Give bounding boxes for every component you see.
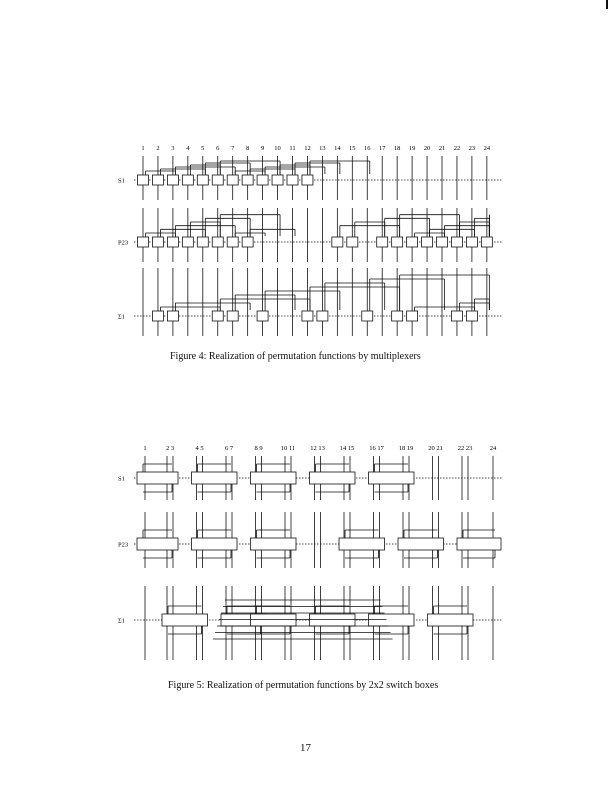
column-label: 14 (334, 145, 341, 152)
multiplexer (407, 237, 418, 247)
switch-box (398, 538, 444, 550)
column-label: 24 (483, 145, 491, 152)
switch-box (137, 538, 178, 550)
column-label: 6 7 (224, 445, 234, 452)
multiplexer (227, 311, 238, 321)
column-label: 3 (171, 145, 175, 152)
row-label: P23 (118, 239, 129, 247)
multiplexer (451, 237, 462, 247)
column-label: 11 (289, 145, 296, 152)
figure-5-diagram (110, 438, 510, 666)
figure-4-diagram (110, 138, 510, 348)
multiplexer (167, 311, 178, 321)
column-label: 13 (319, 145, 326, 152)
multiplexer (392, 311, 403, 321)
switch-box (369, 614, 415, 626)
switch-box (339, 538, 385, 550)
switch-box (137, 472, 178, 484)
switch-box (369, 472, 415, 484)
multiplexer (362, 311, 373, 321)
column-label: 20 21 (428, 445, 443, 452)
multiplexer (212, 175, 223, 185)
multiplexer (227, 237, 238, 247)
switch-box (428, 614, 474, 626)
row-label: Σ1 (118, 617, 126, 625)
switch-box (310, 614, 356, 626)
column-label: 10 11 (280, 445, 296, 452)
column-label: 17 (378, 145, 386, 152)
multiplexer (227, 175, 238, 185)
switch-box (251, 472, 297, 484)
multiplexer (138, 237, 149, 247)
row-label: S1 (118, 177, 125, 185)
multiplexer (392, 237, 403, 247)
column-label: 2 (156, 145, 160, 152)
column-label: 10 (274, 145, 281, 152)
multiplexer (466, 311, 477, 321)
multiplexer (242, 237, 253, 247)
multiplexer (302, 311, 313, 321)
multiplexer (212, 311, 223, 321)
multiplexer (287, 175, 298, 185)
row-label: P23 (118, 541, 129, 549)
multiplexer (257, 311, 268, 321)
multiplexer (212, 237, 223, 247)
figure-4-caption: Figure 4: Realization of permutation functions by multiplexers (170, 351, 421, 362)
multiplexer (481, 237, 492, 247)
column-label: 14 15 (339, 445, 355, 452)
multiplexer (466, 237, 477, 247)
multiplexer (197, 175, 208, 185)
switch-box (251, 538, 297, 550)
multiplexer (182, 237, 193, 247)
column-label: 12 13 (310, 445, 325, 452)
column-label: 2 3 (165, 445, 175, 452)
column-label: 1 (143, 445, 147, 452)
switch-box (457, 538, 501, 550)
switch-box (251, 614, 297, 626)
column-label: 16 17 (369, 445, 384, 452)
column-label: 24 (489, 445, 497, 452)
row-label: S1 (118, 475, 125, 483)
column-label: 20 (423, 145, 431, 152)
row-label: Σ1 (118, 313, 126, 321)
multiplexer (302, 175, 313, 185)
corner-mark (606, 0, 608, 9)
figure-5-caption: Figure 5: Realization of permutation functions by 2x2 switch boxes (168, 680, 439, 691)
switch-box (162, 614, 208, 626)
switch-box (192, 472, 238, 484)
multiplexer (152, 311, 163, 321)
column-label: 7 (231, 145, 235, 152)
multiplexer (422, 237, 433, 247)
page-number: 17 (300, 742, 311, 754)
multiplexer (242, 175, 253, 185)
column-label: 22 (453, 145, 461, 152)
multiplexer (152, 175, 163, 185)
column-label: 15 (349, 145, 356, 152)
column-label: 4 5 (195, 445, 204, 452)
multiplexer (257, 175, 268, 185)
column-label: 1 (141, 145, 145, 152)
multiplexer (138, 175, 149, 185)
multiplexer (377, 237, 388, 247)
column-label: 22 23 (457, 445, 473, 452)
column-label: 12 (304, 145, 311, 152)
column-label: 8 9 (254, 445, 263, 452)
switch-box (192, 538, 238, 550)
multiplexer (167, 175, 178, 185)
multiplexer (182, 175, 193, 185)
column-label: 4 (186, 145, 190, 152)
column-label: 5 (201, 145, 205, 152)
multiplexer (437, 237, 448, 247)
multiplexer (167, 237, 178, 247)
switch-box (310, 472, 356, 484)
column-label: 6 (216, 145, 220, 152)
column-label: 8 (246, 145, 250, 152)
multiplexer (272, 175, 283, 185)
column-label: 18 (393, 145, 401, 152)
multiplexer (407, 311, 418, 321)
column-label: 19 (408, 145, 416, 152)
multiplexer (451, 311, 462, 321)
multiplexer (152, 237, 163, 247)
column-label: 23 (468, 145, 476, 152)
column-label: 16 (364, 145, 371, 152)
column-label: 21 (438, 145, 446, 152)
multiplexer (332, 237, 343, 247)
multiplexer (347, 237, 358, 247)
column-label: 9 (260, 145, 265, 152)
multiplexer (197, 237, 208, 247)
multiplexer (317, 311, 328, 321)
column-label: 18 19 (398, 445, 414, 452)
